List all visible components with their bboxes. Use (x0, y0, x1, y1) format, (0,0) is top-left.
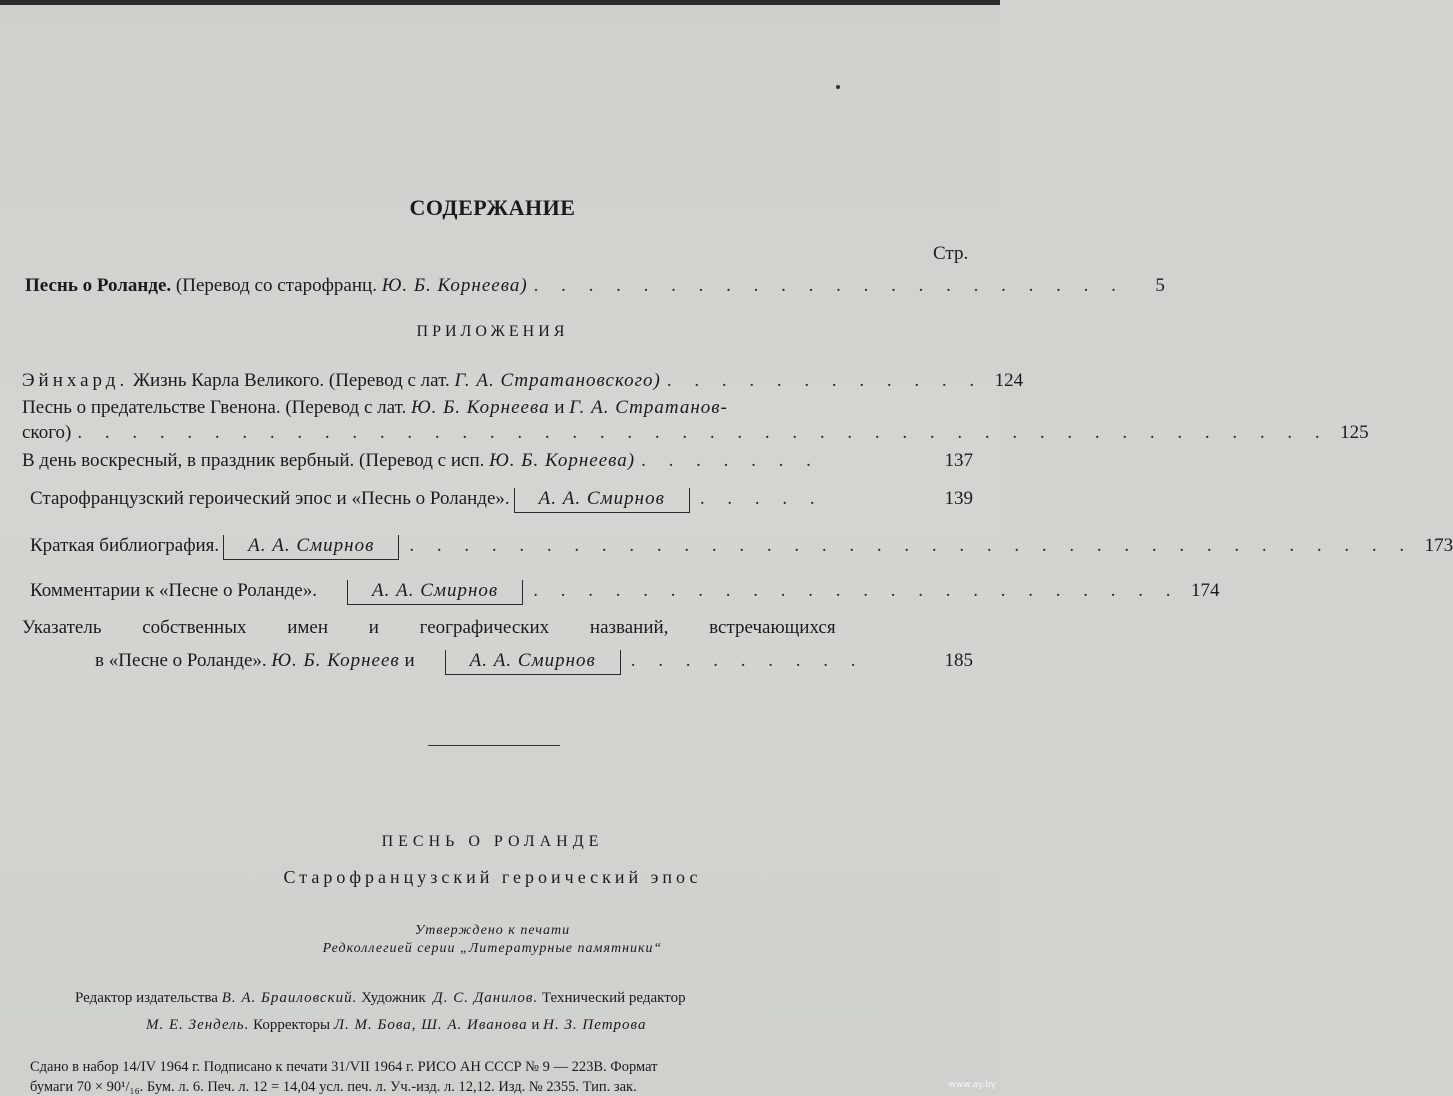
page-number: 139 (944, 488, 973, 509)
credits-line-1 (75, 990, 686, 1007)
toc-entry-palm-sunday (22, 450, 973, 472)
author-name-frame: А. А. Смирнов (445, 650, 621, 675)
entry-translator: Ю. Б. Корнеева) (381, 275, 528, 296)
leader-dots: . . . . . . . . . . . . . . . . . . . . . . . . . . . . . . . . . . . . . (409, 535, 1414, 556)
entry-text: Песнь о предательстве Гвенона. (Перевод с лат. (22, 397, 407, 418)
toc-entry-bibliography (30, 535, 1453, 560)
appendix-heading: ПРИЛОЖЕНИЯ (416, 323, 569, 340)
entry-translator: Г. А. Стратановского) (454, 370, 661, 391)
toc-entry-main (25, 275, 1165, 297)
credit-label: Редактор издательства (75, 990, 218, 1006)
entry-text: Старофранцузский героический эпос и «Песнь о Роланде». (30, 488, 510, 509)
entry-title: Песнь о Роланде. (25, 275, 172, 296)
colophon-book-title: ПЕСНЬ О РОЛАНДЕ (381, 833, 604, 850)
leader-dots: . . . . . . . . . (630, 650, 865, 671)
colophon-subtitle: Старофранцузский героический эпос (283, 867, 702, 887)
leader-dots: . . . . . . . . . . . . . . . . . . . . . . (533, 275, 1125, 296)
page-number: 137 (944, 450, 973, 471)
toc-entry-einhard (22, 370, 1024, 392)
credit-conjunction: и (531, 1017, 540, 1033)
entry-author-spaced: Эйнхард. (22, 370, 129, 391)
credit-label: Технический редактор (541, 990, 686, 1006)
page-number: 185 (944, 650, 973, 671)
toc-entry-gvenon-line1 (22, 397, 973, 419)
page-number: 174 (1190, 580, 1220, 601)
entry-text: Краткая библиография. (30, 535, 220, 556)
credit-label: Корректоры (253, 1017, 331, 1033)
ink-speck (836, 85, 840, 89)
entry-translator: Ю. Б. Корнеева (410, 397, 550, 418)
author-name-frame: А. А. Смирнов (347, 580, 523, 605)
credit-person: М. Е. Зендель. (146, 1017, 250, 1033)
leader-dots: . . . . . (699, 488, 824, 509)
imprint-line-1: Сдано в набор 14/IV 1964 г. Подписано к печати 31/VII 1964 г. РИСО АН СССР № 9 — 223В. Формат (30, 1059, 658, 1075)
contents-title: СОДЕРЖАНИЕ (409, 195, 576, 220)
credit-person: Н. З. Петрова (543, 1017, 647, 1033)
entry-translator: Ю. Б. Корнеев (271, 650, 400, 671)
credit-label: Художник (361, 990, 426, 1006)
toc-entry-epic-essay (30, 488, 973, 513)
credit-person: Л. М. Бова, Ш. А. Иванова (333, 1017, 528, 1033)
toc-entry-gvenon-line2 (22, 422, 1369, 444)
page-number: 173 (1424, 535, 1453, 556)
watermark: www.ay.by (948, 1080, 996, 1090)
entry-translator: Ю. Б. Корнеева) (489, 450, 636, 471)
page-number: 124 (994, 370, 1024, 391)
page-column-label: Стр. (933, 243, 969, 264)
approval-line-1: Утверждено к печати (414, 923, 571, 938)
entry-note: (Перевод со старофранц. (175, 275, 377, 296)
page-number: 125 (1340, 422, 1369, 443)
leader-dots: . . . . . . . (641, 450, 820, 471)
entry-conjunction: и (404, 650, 415, 671)
toc-entry-commentary (30, 580, 1220, 605)
credit-person: В. А. Браиловский. (221, 990, 358, 1006)
author-name-frame: А. А. Смирнов (223, 535, 399, 560)
entry-text-continued: ского) (22, 422, 72, 443)
toc-entry-index-line1 (22, 617, 904, 639)
entry-conjunction: и (554, 397, 565, 418)
entry-translator-2: Г. А. Стратанов- (569, 397, 728, 418)
leader-dots: . . . . . . . . . . . . (666, 370, 984, 391)
approval-line-2: Редколлегией серии „Литературные памятники“ (322, 941, 663, 956)
entry-text-continued: в «Песне о Роланде». (95, 650, 267, 671)
toc-entry-index-line2 (95, 650, 973, 675)
author-name-frame: А. А. Смирнов (514, 488, 690, 513)
section-divider (428, 745, 560, 746)
credit-person: Д. С. Данилов. (433, 990, 539, 1006)
entry-text: Жизнь Карла Великого. (Перевод с лат. (132, 370, 450, 391)
leader-dots: . . . . . . . . . . . . . . . . . . . . . . . . (533, 580, 1180, 601)
leader-dots: . . . . . . . . . . . . . . . . . . . . . . . . . . . . . . . . . . . . . . . . . . . . . . (77, 422, 1329, 443)
entry-text: Комментарии к «Песне о Роланде». (30, 580, 317, 601)
credits-line-2 (146, 1017, 646, 1034)
page-number: 5 (1155, 275, 1165, 296)
imprint-line-2: бумаги 70 × 90¹/₁₆. Бум. л. 6. Печ. л. 12 = 14,04 усл. печ. л. Уч.-изд. л. 12,12. Изд. № 2355. Тип. зак. (30, 1079, 637, 1095)
entry-text: Указатель собственных имен и географических названий, встречающихся (22, 617, 836, 638)
entry-text: В день воскресный, в праздник вербный. (Перевод с исп. (22, 450, 485, 471)
